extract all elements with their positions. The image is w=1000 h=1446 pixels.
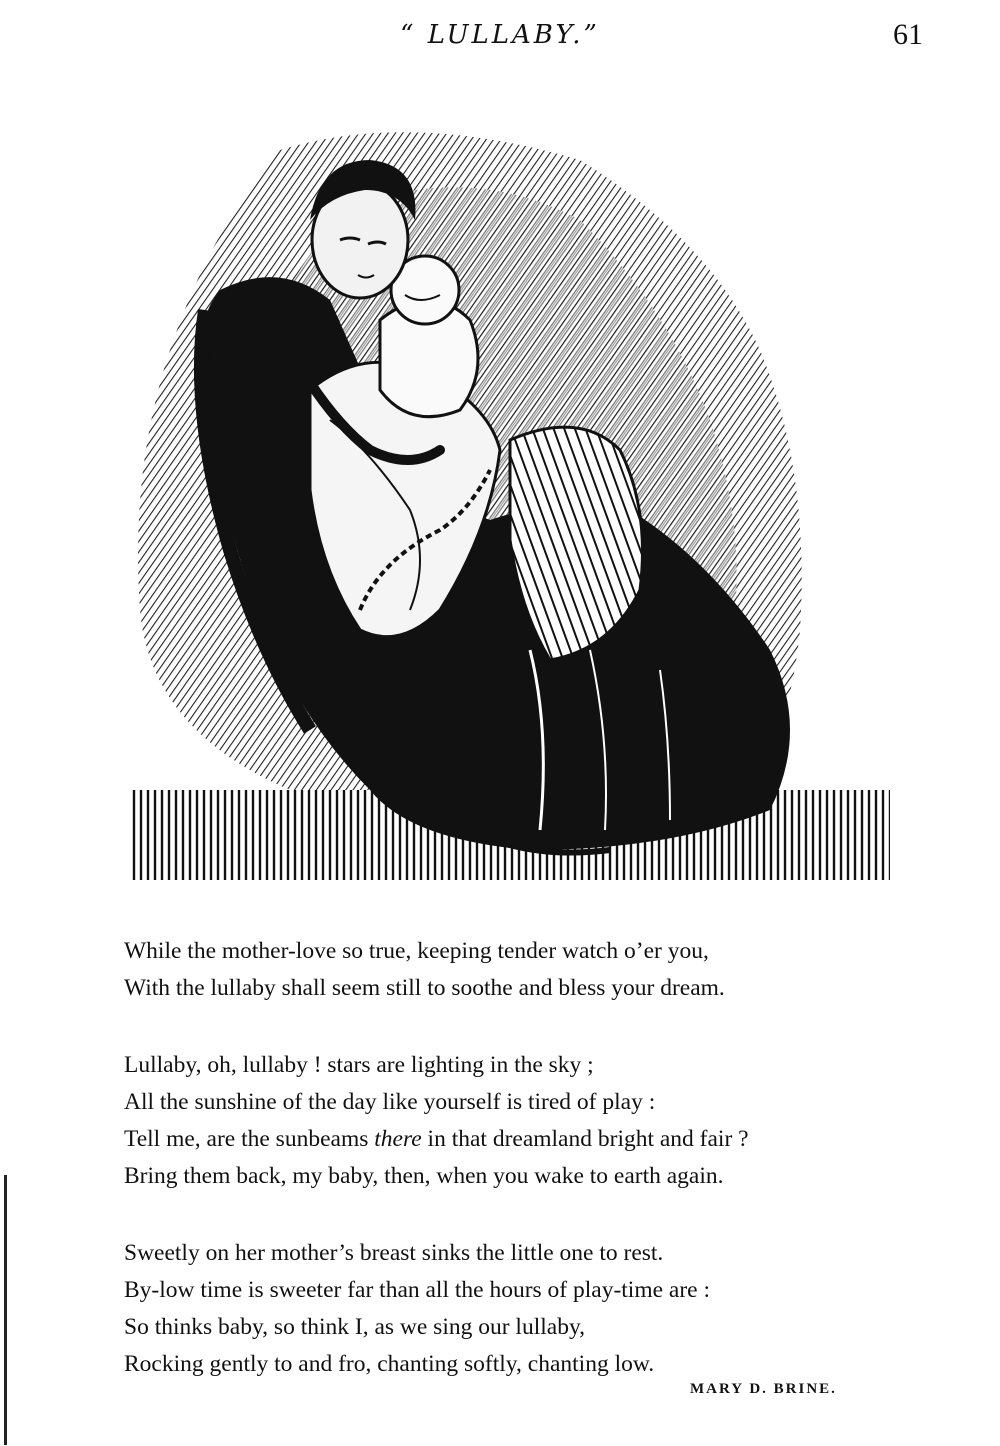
margin-scan-line: [4, 1175, 7, 1445]
poem-line: While the mother-love so true, keeping tender watch o’er you,: [124, 938, 709, 964]
poem-line: Lullaby, oh, lullaby ! stars are lighting in the sky ;: [124, 1052, 594, 1078]
poem: [124, 933, 924, 1383]
author-credit: MARY D. BRINE.: [690, 1381, 837, 1397]
poem-line: By-low time is sweeter far than all the hours of play-time are :: [124, 1277, 711, 1303]
poem-line: Sweetly on her mother’s breast sinks the little one to rest.: [124, 1240, 664, 1266]
page-number: 61: [893, 18, 923, 51]
poem-line: So thinks baby, so think I, as we sing our lullaby,: [124, 1314, 586, 1340]
poem-line: With the lullaby shall seem still to soothe and bless your dream.: [124, 975, 725, 1001]
poem-line-part: in that dreamland bright and fair ?: [421, 1126, 749, 1152]
engraving-mother-and-baby-icon: [110, 90, 910, 890]
poem-line: [124, 1121, 924, 1158]
poem-line-part: Tell me, are the sunbeams: [124, 1126, 375, 1152]
poem-line: All the sunshine of the day like yourself is tired of play :: [124, 1089, 656, 1115]
running-title: “ LULLABY.”: [400, 20, 600, 50]
poem-line: Rocking gently to and fro, chanting softly, chanting low.: [124, 1351, 655, 1377]
poem-line: Bring them back, my baby, then, when you wake to earth again.: [124, 1163, 724, 1189]
poem-emphasis: there: [374, 1126, 422, 1152]
